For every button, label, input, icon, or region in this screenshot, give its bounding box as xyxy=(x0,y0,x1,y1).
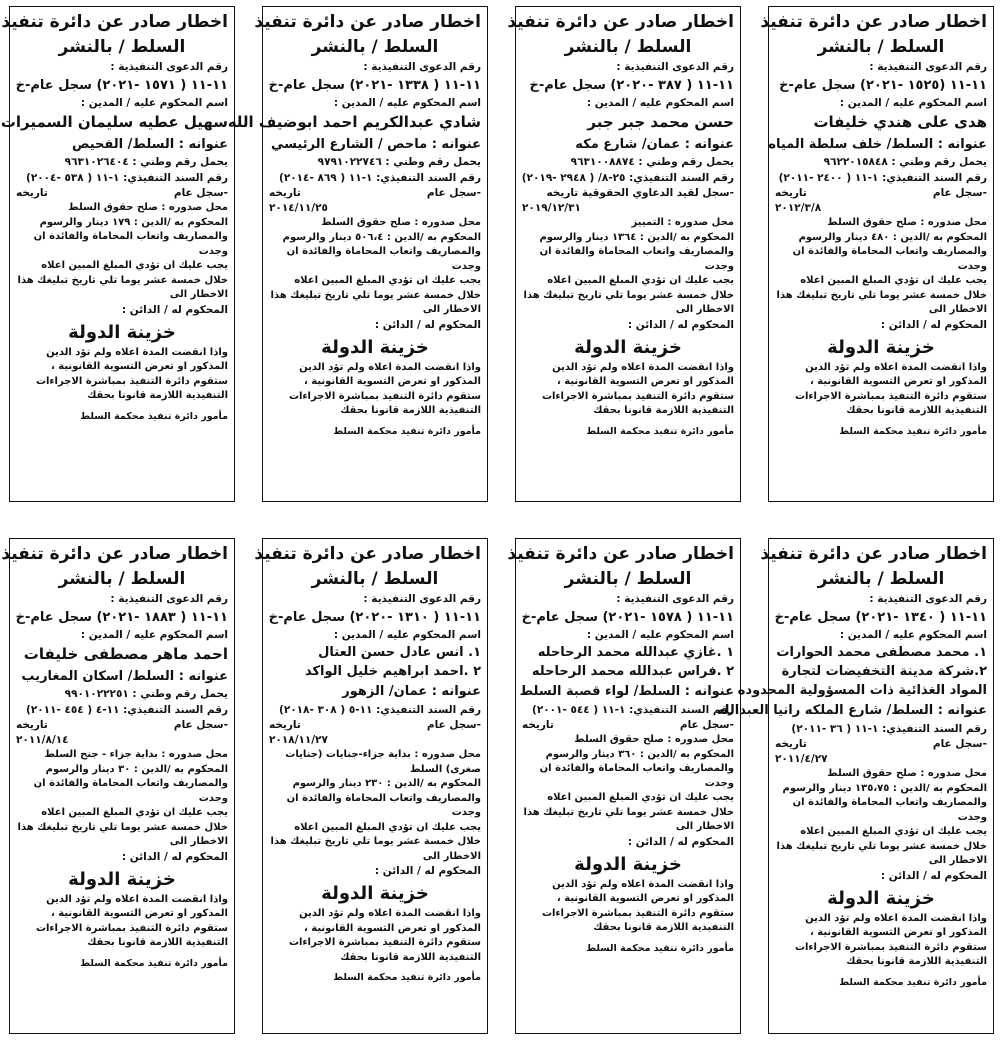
debtor-name: ٢ .احمد ابراهيم خليل الواكد xyxy=(304,664,481,679)
payment-warning: يجب عليك ان تؤدي المبلغ المبين اعلاه خلال خمسة عشر يوما تلي تاريخ تبليغك هذا الاخطار الى xyxy=(523,275,734,315)
debtor-label: اسم المحكوم عليه / المدين : xyxy=(586,629,734,641)
debtor-label: اسم المحكوم عليه / المدين : xyxy=(80,629,228,641)
notice-footer: مأمور دائرة تنفيذ محكمة السلط xyxy=(333,972,481,983)
bond-number: رقم السند التنفيذي: ٢٥-٨/ ( ٢٩٤٨ -٢٠١٩) xyxy=(521,172,734,184)
debtor-address: عنوانه : السلط/ الفحيص xyxy=(72,137,228,152)
debtor-address: عنوانه : عمان/ الزهور xyxy=(342,684,481,699)
creditor-label: المحكوم له / الدائن : xyxy=(121,850,228,863)
judgment-amount: المحكوم به /الدين : ٥٠٦،٤ دينار والرسوم والمصاريف واتعاب المحاماة والفائدة ان وجدت xyxy=(282,231,481,272)
date-label: تاريخه xyxy=(16,719,48,731)
payment-warning: يجب عليك ان تؤدي المبلغ المبين اعلاه خلال خمسة عشر يوما تلي تاريخ تبليغك هذا الاخطار الى xyxy=(270,275,481,315)
notice-subtitle: السلط / بالنشر xyxy=(817,569,945,589)
bond-date: ٢٠١١/٤/٢٧ xyxy=(775,753,828,765)
record-label: -سجل عام xyxy=(173,719,228,731)
notice-card xyxy=(254,538,488,1034)
bond-number: رقم السند التنفيذي: ١-١١ ( ٥٤٤ -٢٠٠١) xyxy=(532,704,734,716)
case-label: رقم الدعوى التنفيذية : xyxy=(869,61,987,73)
bond-number: رقم السند التنفيذي: ١-١١ ( ٥٣٨ -٢٠٠٤) xyxy=(26,172,228,184)
creditor-label: المحكوم له / الدائن : xyxy=(627,318,734,331)
case-number: ١١-١١ ( ٣٨٧ -٢٠٢٠) سجل عام-خ xyxy=(529,78,734,93)
date-label: تاريخه xyxy=(269,719,301,731)
payment-warning: يجب عليك ان تؤدي المبلغ المبين اعلاه خلال خمسة عشر يوما تلي تاريخ تبليغك هذا الاخطار الى xyxy=(17,807,228,847)
notice-title: اخطار صادر عن دائرة تنفيذ xyxy=(254,12,481,32)
notice-title: اخطار صادر عن دائرة تنفيذ xyxy=(760,12,987,32)
case-number: ١١-١١ ( ١٣١٠ -٢٠٢٠) سجل عام-خ xyxy=(268,610,481,625)
judgment-amount: المحكوم به /الدين : ٤٨٠ دينار والرسوم والمصاريف واتعاب المحاماة والفائدة ان وجدت xyxy=(792,231,987,272)
case-label: رقم الدعوى التنفيذية : xyxy=(110,61,228,73)
notice-subtitle: السلط / بالنشر xyxy=(817,37,945,57)
creditor-name: خزينة الدولة xyxy=(574,336,682,358)
creditor-label: المحكوم له / الدائن : xyxy=(121,303,228,316)
date-row xyxy=(269,201,481,216)
date-label: تاريخه xyxy=(16,187,48,199)
issuing-court: محل صدوره : صلح حقوق السلط xyxy=(68,202,228,213)
issuing-court: محل صدوره : صلح حقوق السلط xyxy=(827,217,987,228)
case-label: رقم الدعوى التنفيذية : xyxy=(363,593,481,605)
closing-text: واذا انقضت المدة اعلاه ولم تؤد الدين المذكور او تعرض التسوية القانونية ، ستقوم دائرة التنفيذ بمباشرة الاجراءات التنفيذية اللازمة قانونا بحقك xyxy=(35,893,228,948)
debtor-address: عنوانه : عمان/ شارع مكه xyxy=(575,137,734,152)
closing-text: واذا انقضت المدة اعلاه ولم تؤد الدين المذكور او تعرض التسوية القانونية ، ستقوم دائرة التنفيذ بمباشرة الاجراءات التنفيذية اللازمة قانونا بحقك xyxy=(288,361,481,416)
notice-title: اخطار صادر عن دائرة تنفيذ xyxy=(1,12,228,32)
closing-text: واذا انقضت المدة اعلاه ولم تؤد الدين المذكور او تعرض التسوية القانونية ، ستقوم دائرة التنفيذ بمباشرة الاجراءات التنفيذية اللازمة قانونا بحقك xyxy=(541,361,734,416)
notice-card xyxy=(716,538,994,1034)
issuing-court: محل صدوره : صلح حقوق السلط xyxy=(321,217,481,228)
debtor-label: اسم المحكوم عليه / المدين : xyxy=(839,97,987,109)
record-row xyxy=(775,186,987,201)
case-number: ١١-١١ ( ١٨٨٣ -٢٠٢١) سجل عام-خ xyxy=(15,610,228,625)
notice-subtitle: السلط / بالنشر xyxy=(311,37,439,57)
closing-text: واذا انقضت المدة اعلاه ولم تؤد الدين المذكور او تعرض التسوية القانونية ، ستقوم دائرة التنفيذ بمباشرة الاجراءات التنفيذية اللازمة قانونا بحقك xyxy=(35,346,228,401)
notice-card xyxy=(1,538,235,1034)
payment-warning: يجب عليك ان تؤدي المبلغ المبين اعلاه خلال خمسة عشر يوما تلي تاريخ تبليغك هذا الاخطار الى xyxy=(523,792,734,832)
notice-footer: مأمور دائرة تنفيذ محكمة السلط xyxy=(80,957,228,969)
judgment-amount: المحكوم به /الدين : ١٣٦٤ دينار والرسوم والمصاريف واتعاب المحاماة والفائدة ان وجدت xyxy=(539,231,734,272)
issuing-court: محل صدوره : بداية جزاء - جنح السلط xyxy=(44,749,228,760)
closing-text: واذا انقضت المدة اعلاه ولم تؤد الدين المذكور او تعرض التسوية القانونية ، ستقوم دائرة التنفيذ بمباشرة الاجراءات التنفيذية اللازمة قانونا بحقك xyxy=(794,361,987,416)
bond-number: رقم السند التنفيذي: ١-١١ ( ٢٤٠٠ -٢٠١١) xyxy=(778,172,987,184)
record-label: -سجل لقيد الدعاوي الحقوقية تاريخه xyxy=(546,187,734,199)
debtor-label: اسم المحكوم عليه / المدين : xyxy=(586,97,734,109)
notice-title: اخطار صادر عن دائرة تنفيذ xyxy=(254,544,481,564)
judgment-amount: المحكوم به /الدين : ٣٠ دينار والرسوم والمصاريف واتعاب المحاماة والفائدة ان وجدت xyxy=(33,763,228,804)
debtor-name: ١. محمد مصطفى محمد الحوارات xyxy=(776,645,987,660)
judgment-amount: المحكوم به /الدين : ١٣٥،٧٥ دينار والرسوم والمصاريف واتعاب المحاماة والفائدة ان وجدت xyxy=(782,782,987,823)
record-row xyxy=(269,718,481,733)
bond-number: رقم السند التنفيذي: ١١-٤ ( ٤٥٤ -٢٠١١) xyxy=(26,704,228,716)
national-id: يحمل رقم وطني : ٩٦٢٢٠١٥٨٤٨ xyxy=(823,156,987,168)
notice-footer: مأمور دائرة تنفيذ محكمة السلط xyxy=(586,942,734,954)
bond-date: ٢٠١٤/١١/٢٥ xyxy=(269,202,328,214)
notice-card xyxy=(760,6,994,502)
notice-footer: مأمور دائرة تنفيذ محكمة السلط xyxy=(586,425,734,437)
closing-text: واذا انقضت المدة اعلاه ولم تؤد الدين المذكور او تعرض التسوية القانونية ، ستقوم دائرة التنفيذ بمباشرة الاجراءات التنفيذية اللازمة قانونا بحقك xyxy=(288,908,481,963)
record-label: -سجل عام xyxy=(932,738,987,750)
case-number: ١١-١١ (١٥٢٥ -٢٠٢١) سجل عام-خ xyxy=(779,78,987,93)
notice-footer: مأمور دائرة تنفيذ محكمة السلط xyxy=(80,410,228,422)
notice-card xyxy=(507,6,741,502)
debtor-address: عنوانه : ماحص / الشارع الرئيسي xyxy=(271,137,481,152)
national-id: يحمل رقم وطني : ٩٧٩١٠٢٢٧٤٦ xyxy=(317,156,481,168)
case-number: ١١-١١ ( ١٣٤٠ -٢٠٢١) سجل عام-خ xyxy=(774,610,987,625)
closing-text: واذا انقضت المدة اعلاه ولم تؤد الدين المذكور او تعرض التسوية القانونية ، ستقوم دائرة التنفيذ بمباشرة الاجراءات التنفيذية اللازمة قانونا بحقك xyxy=(794,912,987,967)
creditor-label: المحكوم له / الدائن : xyxy=(880,318,987,331)
notice-footer: مأمور دائرة تنفيذ محكمة السلط xyxy=(839,976,987,988)
debtor-name: شادي عبدالكريم احمد ابوضيف الله xyxy=(227,113,481,131)
date-label: تاريخه xyxy=(522,719,554,731)
payment-warning: يجب عليك ان تؤدي المبلغ المبين اعلاه خلال خمسة عشر يوما تلي تاريخ تبليغك هذا الاخطار الى xyxy=(776,275,987,315)
notice-card xyxy=(227,6,488,502)
record-label: -سجل عام xyxy=(426,187,481,199)
case-number: ١١-١١ ( ١٣٣٨ -٢٠٢١) سجل عام-خ xyxy=(268,78,481,93)
bond-number: رقم السند التنفيذي: ١-١١ ( ٣٦ -٢٠١١) xyxy=(791,723,987,735)
case-number: ١١-١١ ( ١٥٧٨ -٢٠٢١) سجل عام-خ xyxy=(521,610,734,625)
debtor-name: ١ .غازي عبدالله محمد الرحاحله xyxy=(537,645,734,660)
debtor-name: احمد ماهر مصطفى خليفات xyxy=(23,645,228,663)
payment-warning: يجب عليك ان تؤدي المبلغ المبين اعلاه خلال خمسة عشر يوما تلي تاريخ تبليغك هذا الاخطار الى xyxy=(270,821,481,862)
bond-date: ٢٠١١/٨/١٤ xyxy=(16,734,69,746)
date-row xyxy=(775,201,987,216)
date-row xyxy=(522,201,734,216)
bond-number: رقم السند التنفيذي: ١-١١ ( ٨٦٩ -٢٠١٤) xyxy=(279,172,481,184)
judgment-amount: المحكوم به /الدين : ١٧٩ دينار والرسوم والمصاريف واتعاب المحاماة والفائدة ان وجدت xyxy=(33,216,228,257)
record-label: -سجل عام xyxy=(932,187,987,199)
notice-title: اخطار صادر عن دائرة تنفيذ xyxy=(507,12,734,32)
issuing-court: محل صدوره : بداية جزاء-جنايات (جنايات صغرى) السلط xyxy=(285,749,481,775)
record-row xyxy=(16,186,228,201)
notice-card xyxy=(507,538,741,1034)
date-label: تاريخه xyxy=(269,187,301,199)
notices-grid xyxy=(0,6,994,1044)
notice-subtitle: السلط / بالنشر xyxy=(564,569,692,589)
debtor-label: اسم المحكوم عليه / المدين : xyxy=(333,97,481,109)
record-row xyxy=(16,718,228,733)
record-row xyxy=(522,718,734,733)
date-row xyxy=(16,733,228,748)
creditor-name: خزينة الدولة xyxy=(321,883,429,904)
notice-title: اخطار صادر عن دائرة تنفيذ xyxy=(507,544,734,564)
debtor-label: اسم المحكوم عليه / المدين : xyxy=(80,97,228,109)
creditor-label: المحكوم له / الدائن : xyxy=(374,865,481,877)
date-label: تاريخه xyxy=(775,187,807,199)
judgment-amount: المحكوم به /الدين : ٣٦٠ دينار والرسوم والمصاريف واتعاب المحاماة والفائدة ان وجدت xyxy=(539,748,734,789)
creditor-name: خزينة الدولة xyxy=(321,336,429,358)
creditor-name: خزينة الدولة xyxy=(68,868,176,890)
creditor-name: خزينة الدولة xyxy=(827,336,935,358)
notice-footer: مأمور دائرة تنفيذ محكمة السلط xyxy=(333,425,481,437)
notice-footer: مأمور دائرة تنفيذ محكمة السلط xyxy=(839,425,987,437)
bond-date: ٢٠١٢/٣/٨ xyxy=(775,202,822,214)
creditor-label: المحكوم له / الدائن : xyxy=(374,318,481,331)
debtor-name: ٢ .فراس عبدالله محمد الرحاحله xyxy=(531,664,734,679)
record-label: -سجل عام xyxy=(679,719,734,731)
notice-card xyxy=(0,6,235,502)
case-label: رقم الدعوى التنفيذية : xyxy=(616,61,734,73)
case-label: رقم الدعوى التنفيذية : xyxy=(363,61,481,73)
creditor-name: خزينة الدولة xyxy=(827,887,935,909)
case-label: رقم الدعوى التنفيذية : xyxy=(869,593,987,605)
debtor-name: سهيل عطيه سليمان السميرات xyxy=(0,113,228,131)
date-row xyxy=(775,752,987,767)
notice-subtitle: السلط / بالنشر xyxy=(58,37,186,57)
debtor-label: اسم المحكوم عليه / المدين : xyxy=(839,629,987,641)
case-label: رقم الدعوى التنفيذية : xyxy=(110,593,228,605)
debtor-name: المواد الغذائية ذات المسؤولية المحدوده xyxy=(737,683,987,698)
notice-subtitle: السلط / بالنشر xyxy=(58,569,186,589)
bond-date: ٢٠١٨/١١/٢٧ xyxy=(269,734,328,746)
creditor-name: خزينة الدولة xyxy=(574,853,682,875)
notice-subtitle: السلط / بالنشر xyxy=(564,37,692,57)
notice-title: اخطار صادر عن دائرة تنفيذ xyxy=(1,544,228,564)
payment-warning: يجب عليك ان تؤدي المبلغ المبين اعلاه خلال خمسة عشر يوما تلي تاريخ تبليغك هذا الاخطار الى xyxy=(17,260,228,300)
debtor-name: هدى على هندي خليفات xyxy=(813,113,987,131)
debtor-label: اسم المحكوم عليه / المدين : xyxy=(333,629,481,641)
debtor-name: حسن محمد جبر جبر xyxy=(587,113,734,131)
creditor-label: المحكوم له / الدائن : xyxy=(880,869,987,882)
record-row xyxy=(775,737,987,752)
debtor-address: عنوانه : السلط/ خلف سلطة المياه xyxy=(768,137,987,152)
record-row xyxy=(269,186,481,201)
national-id: يحمل رقم وطني : ٩٩٠١٠٢٢٢٥١ xyxy=(64,688,228,700)
issuing-court: محل صدوره : صلح حقوق السلط xyxy=(827,768,987,779)
national-id: يحمل رقم وطني : ٩٦٣١٠٢٦٤٠٤ xyxy=(64,156,228,168)
national-id: يحمل رقم وطني : ٩٦٣١٠٠٨٨٧٤ xyxy=(570,156,734,168)
creditor-label: المحكوم له / الدائن : xyxy=(627,835,734,848)
debtor-address: عنوانه : السلط/ اسكان المغاريب xyxy=(21,669,228,684)
debtor-address: عنوانه : السلط/ لواء قصبة السلط xyxy=(519,684,734,699)
payment-warning: يجب عليك ان تؤدي المبلغ المبين اعلاه خلال خمسة عشر يوما تلي تاريخ تبليغك هذا الاخطار الى xyxy=(776,826,987,866)
notice-title: اخطار صادر عن دائرة تنفيذ xyxy=(760,544,987,564)
date-label: تاريخه xyxy=(775,738,807,750)
date-row xyxy=(269,733,481,748)
issuing-court: محل صدوره : صلح حقوق السلط xyxy=(574,734,734,745)
record-label: -سجل عام xyxy=(426,719,481,731)
record-label: -سجل عام xyxy=(173,187,228,199)
debtor-name: ١. انس عادل حسن العتال xyxy=(318,645,481,660)
record-row xyxy=(522,186,734,201)
judgment-amount: المحكوم به /الدين : ٢٣٠ دينار والرسوم والمصاريف واتعاب المحاماة والفائدة ان وجدت xyxy=(286,778,481,818)
bond-date: ٢٠١٩/١٢/٣١ xyxy=(522,202,581,214)
case-number: ١١-١١ ( ١٥٧١ -٢٠٢١) سجل عام-خ xyxy=(15,78,228,93)
bond-number: رقم السند التنفيذي: ١١-٥ ( ٣٠٨ -٢٠١٨) xyxy=(279,704,481,716)
creditor-name: خزينة الدولة xyxy=(68,321,176,343)
debtor-address: عنوانه : السلط/ شارع الملكه رانيا العبدالله xyxy=(716,703,987,718)
case-label: رقم الدعوى التنفيذية : xyxy=(616,593,734,605)
notice-subtitle: السلط / بالنشر xyxy=(311,569,439,589)
closing-text: واذا انقضت المدة اعلاه ولم تؤد الدين المذكور او تعرض التسوية القانونية ، ستقوم دائرة التنفيذ بمباشرة الاجراءات التنفيذية اللازمة قانونا بحقك xyxy=(541,878,734,933)
debtor-name: ٢.شركة مدينة التخفيضات لتجارة xyxy=(781,664,987,679)
issuing-court: محل صدوره : التمييز xyxy=(631,217,734,228)
